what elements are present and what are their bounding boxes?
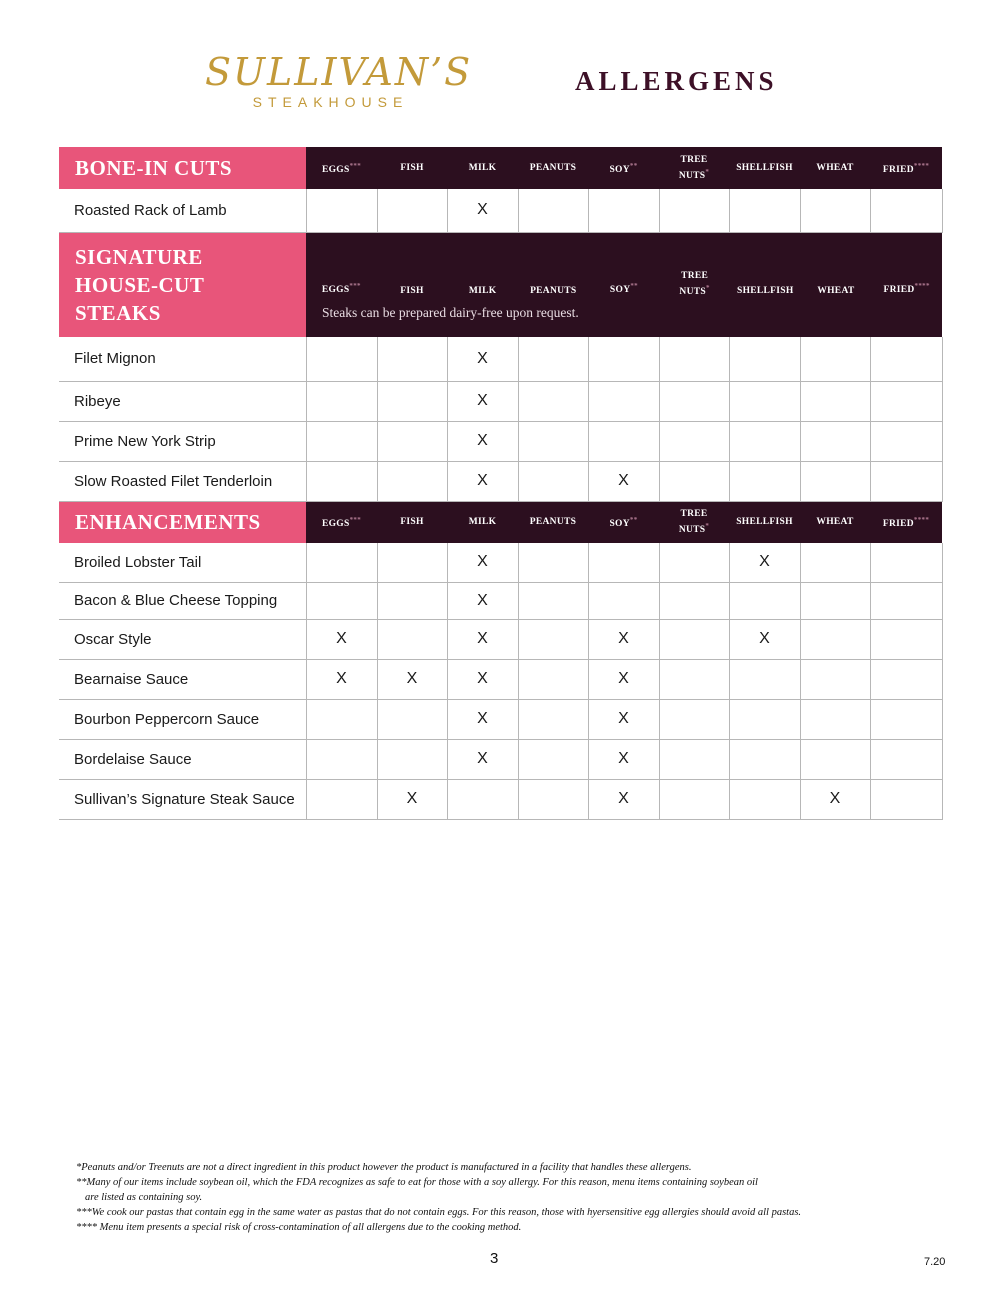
allergen-cell: X bbox=[447, 659, 518, 699]
column-header bbox=[870, 147, 942, 189]
column-header bbox=[730, 233, 801, 299]
section-header-panel bbox=[306, 232, 942, 337]
table-row bbox=[59, 582, 942, 619]
allergen-cell bbox=[729, 779, 800, 819]
column-header-mark: **** bbox=[914, 282, 930, 291]
allergen-cell: X bbox=[447, 619, 518, 659]
column-header bbox=[588, 147, 659, 189]
allergen-cell bbox=[377, 461, 447, 501]
column-header bbox=[588, 501, 659, 543]
column-header bbox=[729, 147, 800, 189]
column-header bbox=[871, 233, 942, 299]
allergen-cell bbox=[870, 699, 942, 739]
allergen-cell: X bbox=[306, 659, 377, 699]
allergen-cell bbox=[729, 381, 800, 421]
column-header bbox=[377, 233, 448, 299]
column-header-label: FRIED bbox=[882, 165, 914, 176]
column-header bbox=[377, 147, 447, 189]
brand-name: SULLIVAN’S bbox=[205, 50, 473, 94]
allergen-cell bbox=[306, 543, 377, 582]
table-row bbox=[59, 779, 942, 819]
allergen-cell bbox=[729, 739, 800, 779]
allergen-cell bbox=[659, 381, 729, 421]
allergen-cell bbox=[870, 543, 942, 582]
allergen-cell: X bbox=[306, 619, 377, 659]
allergen-cell: X bbox=[447, 337, 518, 381]
item-name: Bearnaise Sauce bbox=[59, 659, 306, 699]
table-row bbox=[59, 421, 942, 461]
allergen-cell bbox=[729, 421, 800, 461]
allergen-cell bbox=[306, 779, 377, 819]
allergen-cell bbox=[659, 779, 729, 819]
footnote-fried: **** Menu item presents a special risk of cross-contamination of all allergens due to the cooking method. bbox=[76, 1222, 522, 1233]
column-header-label: SOY bbox=[609, 285, 631, 296]
column-header-mark: * bbox=[705, 522, 710, 531]
section-title: SIGNATURE HOUSE-CUT STEAKS bbox=[59, 232, 306, 337]
allergen-cell bbox=[870, 739, 942, 779]
column-header-label: PEANUTS bbox=[530, 285, 577, 296]
allergen-cell: X bbox=[377, 779, 447, 819]
allergen-cell: X bbox=[447, 543, 518, 582]
allergen-cell bbox=[659, 619, 729, 659]
allergen-cell bbox=[659, 543, 729, 582]
item-name: Ribeye bbox=[59, 381, 306, 421]
column-header-label: FRIED bbox=[882, 519, 914, 530]
column-header-label: FISH bbox=[400, 163, 424, 173]
allergen-cell bbox=[659, 461, 729, 501]
allergen-cell bbox=[377, 739, 447, 779]
allergen-cell: X bbox=[588, 699, 659, 739]
column-header bbox=[518, 147, 588, 189]
allergen-cell bbox=[306, 381, 377, 421]
allergen-cell bbox=[870, 619, 942, 659]
column-header-label: SOY bbox=[609, 165, 630, 176]
column-header-label: WHEAT bbox=[816, 517, 854, 528]
allergen-cell bbox=[800, 381, 870, 421]
item-name: Bordelaise Sauce bbox=[59, 739, 306, 779]
column-header-label: EGGS bbox=[321, 165, 350, 176]
table-row bbox=[59, 461, 942, 501]
allergen-cell bbox=[659, 659, 729, 699]
column-header bbox=[729, 501, 800, 543]
column-header-mark: ** bbox=[629, 516, 638, 525]
allergen-cell bbox=[659, 189, 729, 232]
allergen-cell bbox=[870, 189, 942, 232]
allergen-cell bbox=[518, 421, 588, 461]
allergen-cell: X bbox=[447, 699, 518, 739]
column-header-mark: **** bbox=[913, 516, 930, 525]
column-header-label: WHEAT bbox=[816, 163, 854, 173]
table-row bbox=[59, 337, 942, 381]
allergen-cell: X bbox=[447, 739, 518, 779]
allergen-cell bbox=[800, 659, 870, 699]
column-header-label: FISH bbox=[400, 285, 424, 296]
footnote-soy-cont: are listed as containing soy. bbox=[85, 1192, 203, 1203]
footnote-tree-nuts: *Peanuts and/or Treenuts are not a direct ingredient in this product however the product is manufactured in a facility that handles these allergens. bbox=[76, 1162, 692, 1173]
allergen-cell bbox=[306, 582, 377, 619]
allergen-cell: X bbox=[447, 381, 518, 421]
allergen-cell bbox=[306, 699, 377, 739]
section-column-headers bbox=[306, 233, 942, 335]
allergen-cell bbox=[659, 582, 729, 619]
column-header-label: EGGS bbox=[321, 519, 350, 530]
column-header bbox=[800, 147, 870, 189]
allergen-cell bbox=[377, 582, 447, 619]
column-header-mark: * bbox=[705, 284, 710, 293]
item-name: Prime New York Strip bbox=[59, 421, 306, 461]
column-header-label: EGGS bbox=[321, 285, 350, 296]
allergen-cell: X bbox=[588, 619, 659, 659]
allergen-cell: X bbox=[588, 461, 659, 501]
allergen-cell bbox=[800, 543, 870, 582]
column-header bbox=[447, 233, 518, 299]
allergen-cell: X bbox=[447, 582, 518, 619]
allergen-cell bbox=[588, 381, 659, 421]
column-header-label: MILK bbox=[468, 285, 497, 296]
allergen-cell: X bbox=[729, 543, 800, 582]
column-header-label: TREE NUTS bbox=[679, 271, 709, 298]
column-header bbox=[306, 501, 377, 543]
allergen-table bbox=[59, 147, 943, 820]
allergen-cell bbox=[659, 421, 729, 461]
column-header-mark: *** bbox=[349, 516, 361, 525]
column-header-label: PEANUTS bbox=[529, 517, 577, 528]
allergen-cell bbox=[377, 337, 447, 381]
column-header-label: MILK bbox=[468, 163, 497, 173]
column-header bbox=[659, 501, 729, 543]
allergen-cell bbox=[870, 659, 942, 699]
allergen-cell: X bbox=[800, 779, 870, 819]
item-name: Oscar Style bbox=[59, 619, 306, 659]
allergen-cell bbox=[870, 421, 942, 461]
allergen-cell bbox=[518, 381, 588, 421]
allergen-cell bbox=[800, 421, 870, 461]
allergen-cell bbox=[518, 699, 588, 739]
allergen-cell bbox=[377, 189, 447, 232]
section-header-row bbox=[59, 232, 942, 337]
footnotes bbox=[76, 1160, 956, 1235]
allergen-cell bbox=[518, 337, 588, 381]
allergen-cell bbox=[870, 381, 942, 421]
allergen-cell bbox=[870, 461, 942, 501]
column-header-label: MILK bbox=[468, 517, 497, 528]
allergen-cell bbox=[518, 739, 588, 779]
table-row bbox=[59, 739, 942, 779]
item-name: Bacon & Blue Cheese Topping bbox=[59, 582, 306, 619]
table-row bbox=[59, 699, 942, 739]
allergen-cell bbox=[588, 421, 659, 461]
allergen-cell bbox=[588, 337, 659, 381]
table-row bbox=[59, 619, 942, 659]
column-header-label: FRIED bbox=[883, 285, 915, 296]
allergen-cell: X bbox=[588, 739, 659, 779]
allergen-cell bbox=[306, 189, 377, 232]
allergen-cell bbox=[800, 619, 870, 659]
allergen-cell bbox=[377, 421, 447, 461]
table-row bbox=[59, 381, 942, 421]
column-header bbox=[518, 233, 589, 299]
item-name: Slow Roasted Filet Tenderloin bbox=[59, 461, 306, 501]
table-row bbox=[59, 543, 942, 582]
page-number: 3 bbox=[490, 1250, 499, 1267]
brand-subtitle: STEAKHOUSE bbox=[252, 94, 409, 110]
allergen-cell bbox=[800, 189, 870, 232]
allergen-cell bbox=[518, 543, 588, 582]
item-name: Filet Mignon bbox=[59, 337, 306, 381]
allergen-cell bbox=[729, 189, 800, 232]
allergen-cell: X bbox=[588, 659, 659, 699]
column-header-label: WHEAT bbox=[817, 285, 855, 296]
allergen-cell bbox=[518, 659, 588, 699]
allergen-cell bbox=[518, 461, 588, 501]
allergen-cell bbox=[306, 461, 377, 501]
allergen-cell bbox=[729, 582, 800, 619]
column-header-mark: **** bbox=[913, 161, 930, 170]
allergen-cell bbox=[800, 739, 870, 779]
allergen-cell bbox=[729, 699, 800, 739]
allergen-cell bbox=[588, 582, 659, 619]
column-header-label: FISH bbox=[400, 517, 424, 528]
allergen-cell bbox=[518, 189, 588, 232]
item-name: Broiled Lobster Tail bbox=[59, 543, 306, 582]
column-header bbox=[377, 501, 447, 543]
allergen-cell bbox=[306, 739, 377, 779]
allergen-cell bbox=[800, 461, 870, 501]
item-name: Roasted Rack of Lamb bbox=[59, 189, 306, 232]
allergen-cell bbox=[377, 699, 447, 739]
column-header bbox=[447, 147, 518, 189]
allergen-cell bbox=[800, 582, 870, 619]
section-title: BONE-IN CUTS bbox=[59, 147, 306, 189]
allergen-cell bbox=[588, 189, 659, 232]
allergen-cell bbox=[377, 381, 447, 421]
allergen-cell bbox=[518, 582, 588, 619]
column-header-mark: * bbox=[705, 167, 710, 176]
column-header-mark: ** bbox=[629, 161, 638, 170]
item-name: Bourbon Peppercorn Sauce bbox=[59, 699, 306, 739]
allergen-cell bbox=[518, 619, 588, 659]
item-name: Sullivan’s Signature Steak Sauce bbox=[59, 779, 306, 819]
column-header-label: TREE NUTS bbox=[678, 154, 708, 182]
column-header bbox=[801, 233, 872, 299]
brand-logo bbox=[205, 50, 473, 110]
page-title: ALLERGENS bbox=[575, 66, 778, 96]
table-row bbox=[59, 659, 942, 699]
column-header bbox=[589, 233, 660, 299]
allergen-cell bbox=[659, 337, 729, 381]
column-header-mark: *** bbox=[349, 161, 361, 170]
allergen-cell bbox=[377, 619, 447, 659]
allergen-cell: X bbox=[729, 619, 800, 659]
column-header bbox=[447, 501, 518, 543]
allergen-cell bbox=[659, 739, 729, 779]
column-header-label: SOY bbox=[609, 519, 630, 530]
allergen-cell bbox=[306, 421, 377, 461]
allergen-cell bbox=[870, 779, 942, 819]
footnote-soy: **Many of our items include soybean oil, which the FDA recognizes as safe to eat for those with a soy allergy. For this reason, menu items containing soybean oil bbox=[76, 1177, 758, 1188]
allergen-cell bbox=[800, 337, 870, 381]
column-header bbox=[659, 233, 730, 299]
allergen-cell: X bbox=[588, 779, 659, 819]
column-header-label: SHELLFISH bbox=[736, 285, 794, 296]
section-title: ENHANCEMENTS bbox=[59, 501, 306, 543]
allergen-cell bbox=[659, 699, 729, 739]
column-header bbox=[800, 501, 870, 543]
allergen-cell: X bbox=[447, 461, 518, 501]
column-header-label: SHELLFISH bbox=[736, 163, 793, 173]
column-header bbox=[870, 501, 942, 543]
allergen-cell bbox=[447, 779, 518, 819]
allergen-cell: X bbox=[447, 189, 518, 232]
allergen-cell bbox=[729, 337, 800, 381]
allergen-cell: X bbox=[447, 421, 518, 461]
column-header-label: SHELLFISH bbox=[736, 517, 793, 528]
column-header-mark: ** bbox=[630, 282, 638, 291]
section-header-row bbox=[59, 501, 942, 543]
allergen-cell bbox=[306, 337, 377, 381]
column-header-label: TREE NUTS bbox=[678, 509, 708, 536]
allergen-cell bbox=[870, 337, 942, 381]
allergen-cell bbox=[800, 699, 870, 739]
allergen-cell: X bbox=[377, 659, 447, 699]
column-header-mark: *** bbox=[349, 282, 361, 291]
footnote-eggs: ***We cook our pastas that contain egg in the same water as pastas that do not contain eggs. For this reason, those with hyersensitive egg allergies should avoid all pastas. bbox=[76, 1207, 802, 1218]
column-header bbox=[659, 147, 729, 189]
section-header-row bbox=[59, 147, 942, 189]
table-row bbox=[59, 189, 942, 232]
allergen-cell bbox=[729, 659, 800, 699]
section-note: Steaks can be prepared dairy-free upon request. bbox=[322, 304, 579, 320]
allergen-cell bbox=[377, 543, 447, 582]
allergen-cell bbox=[518, 779, 588, 819]
column-header-label: PEANUTS bbox=[529, 163, 577, 173]
allergen-cell bbox=[729, 461, 800, 501]
version-label: 7.20 bbox=[924, 1256, 946, 1268]
column-header bbox=[306, 233, 377, 299]
allergen-cell bbox=[870, 582, 942, 619]
column-header bbox=[306, 147, 377, 189]
column-header bbox=[518, 501, 588, 543]
allergen-cell bbox=[588, 543, 659, 582]
